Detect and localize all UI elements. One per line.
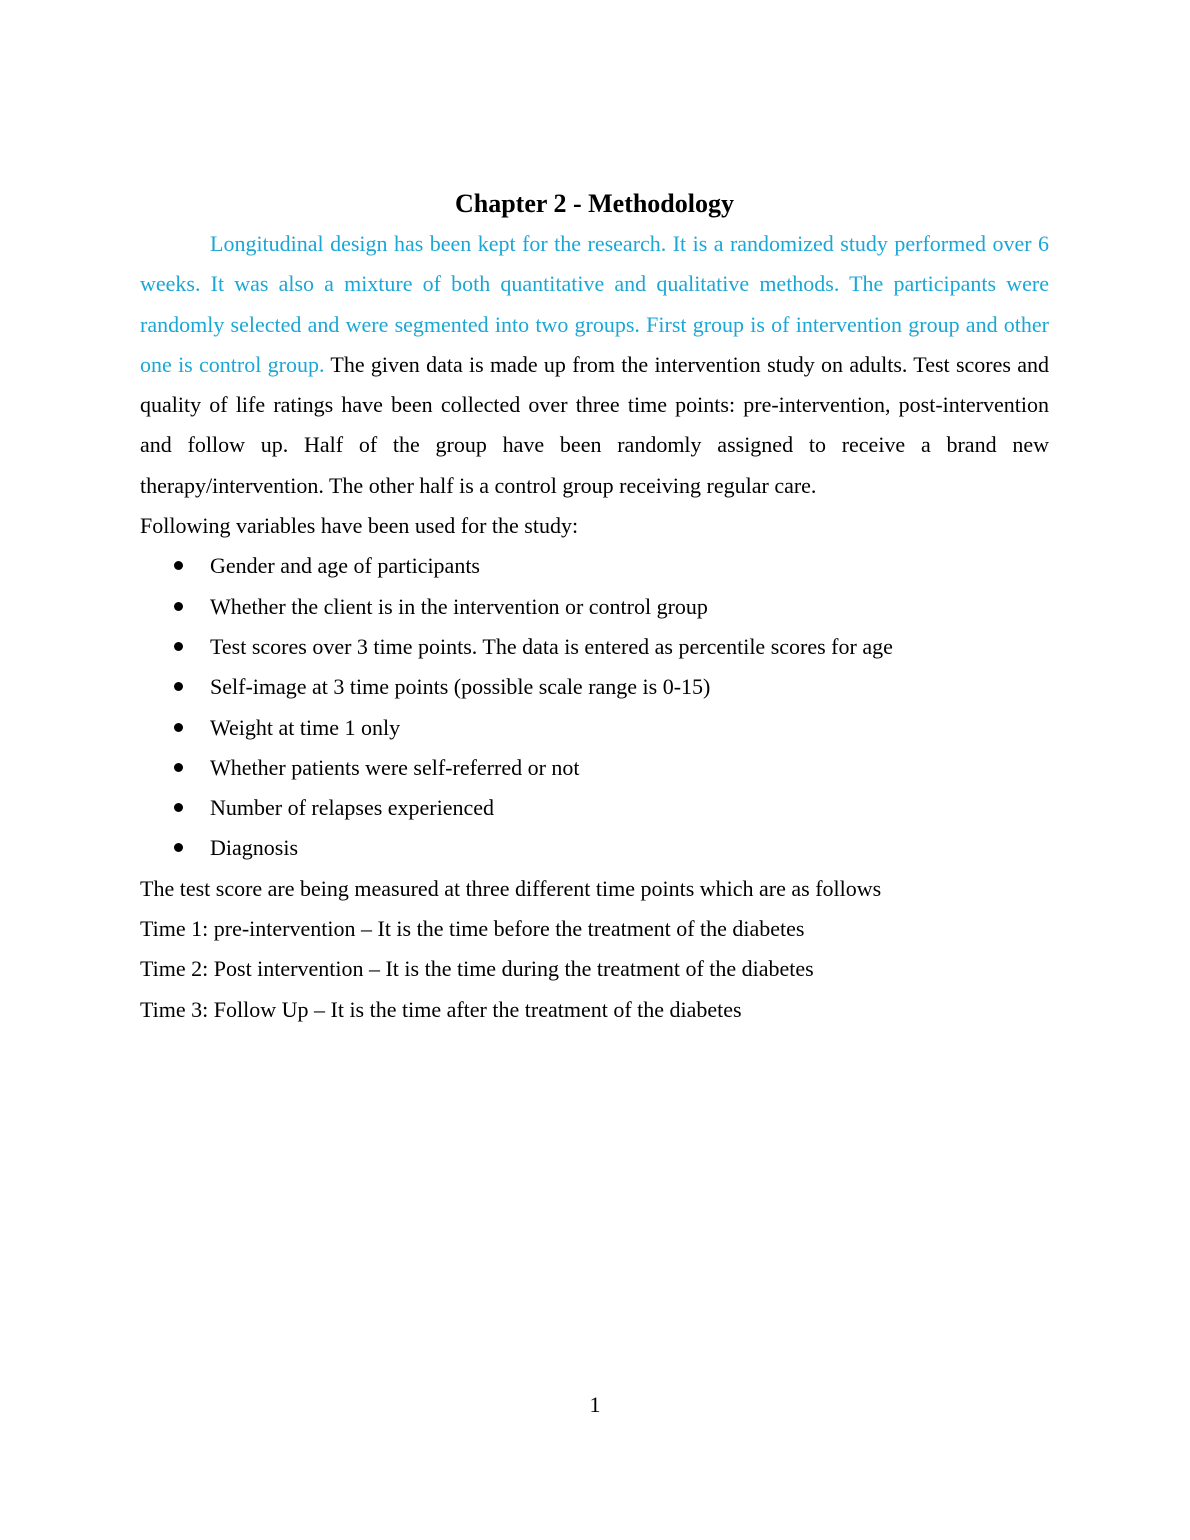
list-item: [140, 828, 1049, 868]
variable-text: Gender and age of participants: [210, 553, 480, 579]
list-item: [140, 587, 1049, 627]
list-item: [140, 627, 1049, 667]
variable-text: Diagnosis: [210, 835, 298, 861]
variable-text: Whether the client is in the intervention or control group: [210, 593, 708, 619]
variable-text: Number of relapses experienced: [210, 795, 495, 821]
page-number: 1: [589, 1392, 601, 1417]
variable-text: Whether patients were self-referred or not: [210, 754, 580, 780]
bullet-icon: [174, 682, 183, 691]
bullet-icon: [174, 561, 183, 570]
intro-rest-text: The given data is made up from the intervention study on adults. Test scores and quality of life ratings have been collected over three time points: pre-intervention, post-intervention and follow up. Half of the group have been randomly assigned to receive a brand new therapy/intervention. The other half is a control group receiving regular care.: [140, 351, 1049, 498]
variables-heading: Following variables have been used for the study:: [140, 513, 579, 539]
list-item: [140, 748, 1049, 788]
time-point-3: Time 3: Follow Up – It is the time after the treatment of the diabetes: [140, 996, 742, 1022]
time-point-2: Time 2: Post intervention – It is the time during the treatment of the diabetes: [140, 956, 814, 982]
list-item: [140, 667, 1049, 707]
variable-text: Self-image at 3 time points (possible scale range is 0-15): [210, 674, 711, 700]
intro-highlighted-text: Longitudinal design has been kept for the research. It is a randomized study performed over 6 weeks. It was also a mixture of both quantitative and qualitative methods. The participants were randomly selected and were segmented into two groups. First group is of intervention group and other one is control group.: [140, 231, 1049, 377]
list-item: [140, 546, 1049, 586]
chapter-title: Chapter 2 - Methodology: [454, 189, 734, 218]
variable-text: Weight at time 1 only: [210, 714, 401, 740]
bullet-icon: [174, 803, 183, 812]
time-point-1: Time 1: pre-intervention – It is the time before the treatment of the diabetes: [140, 916, 805, 942]
list-item: [140, 708, 1049, 748]
variable-text: Test scores over 3 time points. The data is entered as percentile scores for age: [210, 633, 893, 659]
page-content: [140, 184, 1049, 1030]
bullet-icon: [174, 602, 183, 611]
bullet-icon: [174, 642, 183, 651]
time-points-intro: The test score are being measured at three different time points which are as follows: [140, 875, 882, 901]
intro-paragraph: [140, 224, 1049, 506]
bullet-icon: [174, 763, 183, 772]
list-item: [140, 788, 1049, 828]
bullet-icon: [174, 843, 183, 852]
bullet-icon: [174, 723, 183, 732]
variables-list: [140, 546, 1049, 868]
